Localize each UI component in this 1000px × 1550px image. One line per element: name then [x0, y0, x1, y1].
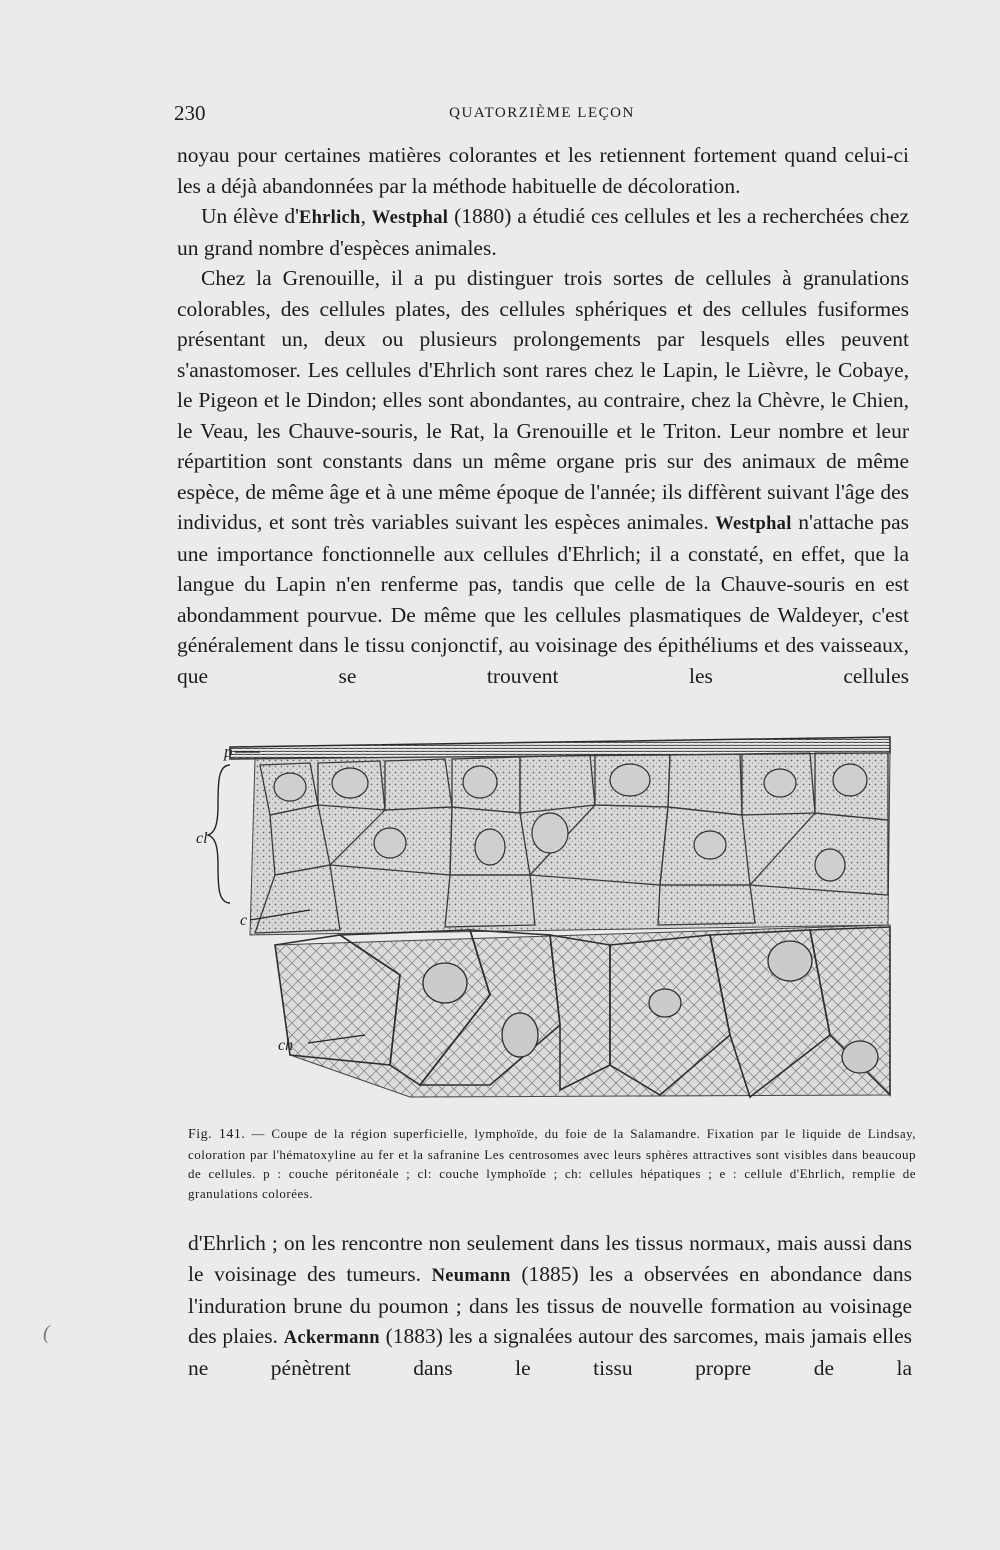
label-ch: ch [278, 1037, 294, 1054]
author-name: Westphal [371, 207, 449, 227]
author-name: Neumann [431, 1264, 511, 1285]
author-name: Ackermann [283, 1327, 380, 1348]
text-run: (1883) les a signalées autour des sarcomes, mais jamais elles ne pénètrent dans le tissu propre de la [188, 1324, 912, 1381]
caption-text: — Coupe de la région superficielle, lymphoïde, du foie de la Salamandre. Fixation par le liquide de Lindsay, coloration par l'hématoxyline au fer et la safranine Les centrosomes avec leurs sphères attractives sont visibles dans beaucoup de cellules. p : couche péritonéale ; cl: couche lymphoïde ; ch: cellules hépatiques ; e : cellule d'Ehrlich, remplie de granulations colorées. [188, 1126, 916, 1201]
margin-mark: ( [43, 1322, 50, 1344]
caption-paragraph [188, 1124, 916, 1203]
figure-caption [188, 1124, 916, 1203]
text-run: (1880) a étudié ces cellules et les a recherchées chez un grand nombre d'espèces animales. [177, 204, 909, 260]
main-text [177, 140, 909, 691]
paragraph-4 [188, 1228, 912, 1384]
author-name: Ehrlich [298, 207, 361, 227]
label-p: p [224, 742, 233, 761]
histology-illustration [190, 735, 920, 1125]
text-run: (1885) les a observées en abondance dans l'induration brune du poumon ; dans les tissus de nouvelle formation au voisinage des plaies. [188, 1261, 913, 1349]
label-c: c [240, 912, 248, 929]
figure-number: Fig. 141. [188, 1127, 246, 1142]
continuation-text [188, 1228, 912, 1384]
figure-141 [190, 735, 920, 1125]
text-run: n'attache pas une importance fonctionnelle aux cellules d'Ehrlich; il a constaté, en effet, que la langue du Lapin n'en renferme pas, tandis que celle de la Chauve-souris en est abondamment pourvue. De même que les cellules plasmatiques de Waldeyer, c'est généralement dans le tissu conjonctif, au voisinage des épithéliums et des vaisseaux, que se trouvent les cellules [177, 510, 909, 688]
paragraph-2 [177, 201, 909, 263]
text-run: Un élève d' [201, 204, 299, 228]
author-name: Westphal [715, 513, 792, 533]
page-number: 230 [174, 101, 206, 125]
running-head: QUATORZIÈME LEÇON [449, 105, 635, 121]
label-cl: cl [196, 830, 208, 847]
text-run: Chez la Grenouille, il a pu distinguer trois sortes de cellules à granulations colorables, des cellules plates, des cellules sphériques et des cellules fusiformes présentant un, deux ou plusieurs prolongements par lesquels elles peuvent s'anastomoser. Les cellules d'Ehrlich sont rares chez le Lapin, le Lièvre, le Cobaye, le Pigeon et le Dindon; elles sont abondantes, au contraire, chez la Chèvre, le Chien, le Veau, les Chauve-souris, le Rat, la Grenouille et le Triton. Leur nombre et leur répartition sont constants dans un même organe pris sur des animaux de même espèce, de même âge et à une même époque de l'année; ils diffèrent suivant l'âge des individus, et sont très variables suivant les espèces animales. [177, 266, 909, 534]
paragraph-1: noyau pour certaines matières colorantes et les retiennent fortement quand celui-ci les a déjà abandonnées par la méthode habituelle de décoloration. [177, 143, 909, 198]
page-header [174, 101, 910, 127]
paragraph-3 [177, 263, 909, 691]
text-run: , [360, 204, 372, 228]
text-run: d'Ehrlich ; on les rencontre non seulement dans les tissus normaux, mais aussi dans le voisinage des tumeurs. [188, 1231, 912, 1286]
